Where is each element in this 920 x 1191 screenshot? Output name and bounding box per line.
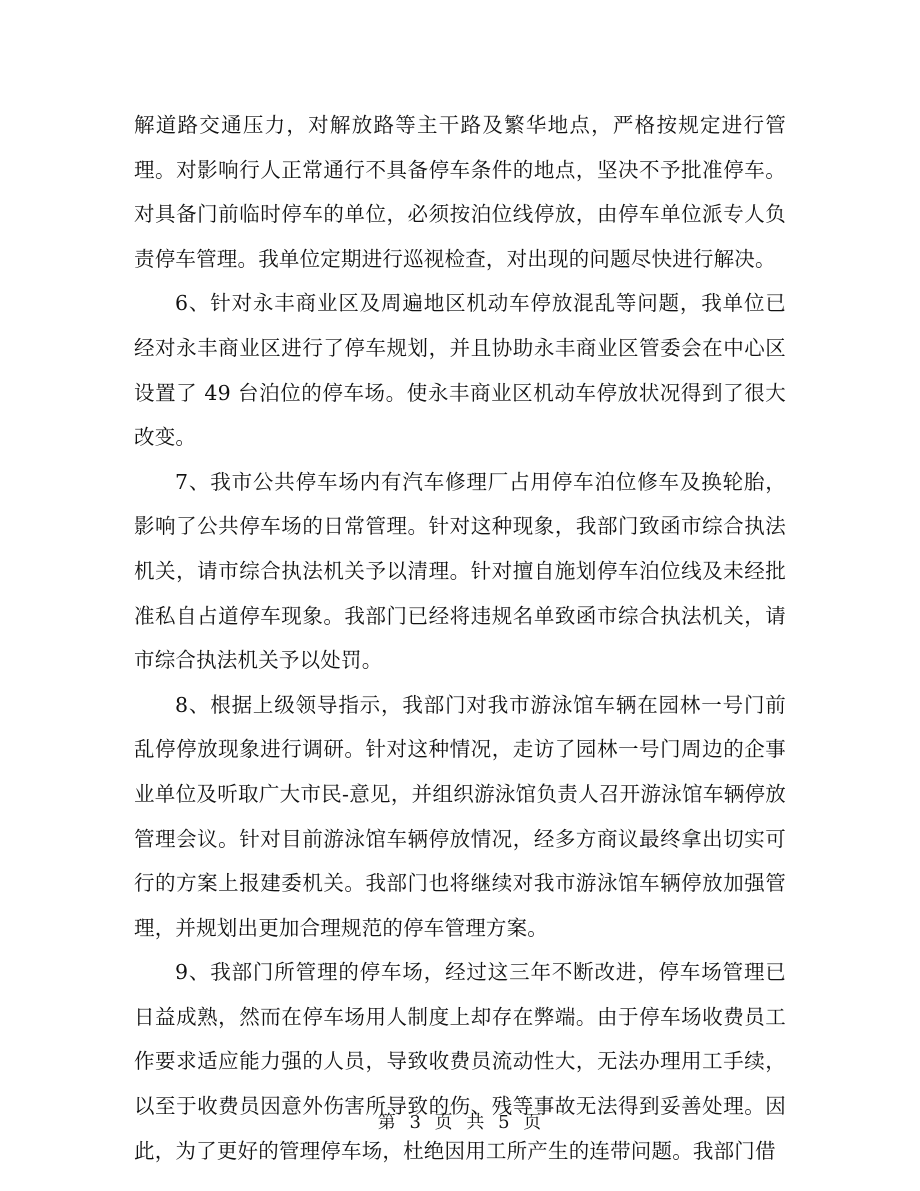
document-body [134,103,786,1173]
paragraph-item-7: 7、我市公共停车场内有汽车修理厂占用停车泊位修车及换轮胎，影响了公共停车场的日常管理。针对这种现象，我部门致函市综合执法机关，请市综合执法机关予以清理。针对擅自施划停车泊位线及未经批准私自占道停车现象。我部门已经将违规名单致函市综合执法机关，请市综合执法机关予以处罚。 [134,469,786,673]
paragraph-item-8: 8、根据上级领导指示，我部门对我市游泳馆车辆在园林一号门前乱停停放现象进行调研。针对这种情况，走访了园林一号门周边的企事业单位及听取广大市民-意见，并组织游泳馆负责人召开游泳馆车辆停放管理会议。针对目前游泳馆车辆停放情况，经多方商议最终拿出切实可行的方案上报建委机关。我部门也将继续对我市游泳馆车辆停放加强管理，并规划出更加合理规范的停车管理方案。 [134,692,786,940]
paragraph-continued: 解道路交通压力，对解放路等主干路及繁华地点，严格按规定进行管理。对影响行人正常通行不具备停车条件的地点，坚决不予批准停车。对具备门前临时停车的单位，必须按泊位线停放，由停车单位派专人负责停车管理。我单位定期进行巡视检查，对出现的问题尽快进行解决。 [134,113,786,271]
page-footer: 第 3 页 共 5 页 [377,1112,543,1133]
paragraph-item-6: 6、针对永丰商业区及周遍地区机动车停放混乱等问题，我单位已经对永丰商业区进行了停车规划，并且协助永丰商业区管委会在中心区设置了 49 台泊位的停车场。使永丰商业区机动车停放状况得到了很大改变。 [134,291,786,450]
paragraph-item-9: 9、我部门所管理的停车场，经过这三年不断改进，停车场管理已日益成熟，然而在停车场用人制度上却存在弊端。由于停车场收费员工作要求适应能力强的人员，导致收费员流动性大，无法办理用工手续，以至于收费员因意外伤害所导致的伤、残等事故无法得到妥善处理。因此，为了更好的管理停车场，杜绝因用工所产生的连带问题。我部门借 [134,960,786,1163]
